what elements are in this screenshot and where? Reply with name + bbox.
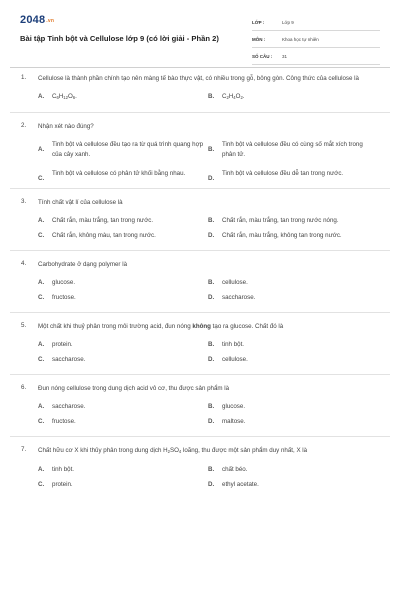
meta-label: SỐ CÂU : — [252, 53, 273, 59]
option-letter: B. — [208, 341, 215, 348]
option-a[interactable] — [38, 278, 208, 288]
option-letter: A. — [38, 466, 45, 473]
option-a[interactable] — [38, 216, 208, 226]
option-letter: D. — [208, 175, 215, 182]
option-c[interactable] — [38, 231, 208, 241]
option-text: saccharose. — [52, 403, 86, 410]
option-d[interactable] — [208, 480, 378, 490]
option-d[interactable] — [208, 293, 378, 303]
option-text: cellulose. — [222, 356, 248, 363]
option-text: glucose. — [52, 279, 76, 286]
option-letter: C. — [38, 481, 45, 488]
option-letter: A. — [38, 93, 45, 100]
option-letter: B. — [208, 146, 215, 153]
question-divider — [10, 112, 390, 113]
question-text: Carbohydrate ở dạng polymer là — [38, 261, 128, 268]
question-divider — [10, 188, 390, 189]
question-number: 3. — [21, 198, 27, 205]
option-d[interactable] — [208, 355, 378, 365]
site-logo[interactable] — [20, 14, 54, 26]
option-c[interactable] — [38, 169, 208, 182]
option-b[interactable] — [208, 278, 378, 288]
option-text: Tinh bột và cellulose đều có cùng số mắt xích trong phân tử. — [222, 141, 363, 158]
option-text: fructose. — [52, 418, 76, 425]
option-letter: B. — [208, 279, 215, 286]
question-text: Tính chất vật lí của cellulose là — [38, 199, 123, 206]
option-letter: A. — [38, 341, 45, 348]
question-2 — [0, 122, 400, 182]
option-letter: D. — [208, 232, 215, 239]
option-letter: A. — [38, 279, 45, 286]
question-divider — [10, 250, 390, 251]
meta-value: Khoa học tự nhiên — [282, 36, 319, 42]
option-b[interactable] — [208, 92, 378, 103]
meta-row-count — [252, 48, 380, 65]
option-text: saccharose. — [52, 356, 86, 363]
meta-row-subject — [252, 31, 380, 48]
option-b[interactable] — [208, 340, 378, 350]
option-text: Chất rắn, không màu, tan trong nước. — [52, 232, 156, 239]
option-letter: A. — [38, 403, 45, 410]
option-letter: D. — [208, 418, 215, 425]
option-letter: C. — [38, 175, 45, 182]
option-c[interactable] — [38, 480, 208, 490]
option-text: protein. — [52, 481, 73, 488]
option-text: maltose. — [222, 418, 246, 425]
question-number: 2. — [21, 122, 27, 129]
question-4 — [0, 260, 400, 303]
option-a[interactable] — [38, 140, 208, 160]
question-text: Một chất khi thuỷ phân trong môi trường acid, đun nóng không tạo ra glucose. Chất đó là — [38, 323, 284, 330]
option-b[interactable] — [208, 140, 378, 160]
meta-value: Lớp 9 — [282, 19, 294, 25]
option-letter: A. — [38, 217, 45, 224]
option-text: fructose. — [52, 294, 76, 301]
option-a[interactable] — [38, 340, 208, 350]
option-c[interactable] — [38, 355, 208, 365]
meta-label: MÔN : — [252, 36, 266, 42]
question-number: 5. — [21, 322, 27, 329]
option-text: tinh bột. — [52, 466, 75, 473]
question-number: 6. — [21, 384, 27, 391]
option-letter: D. — [208, 294, 215, 301]
option-b[interactable] — [208, 465, 378, 475]
question-list — [0, 74, 400, 490]
option-letter: B. — [208, 217, 215, 224]
option-text: cellulose. — [222, 279, 248, 286]
option-text: Tinh bột và cellulose đều tạo ra từ quá trình quang hợp của cây xanh. — [52, 141, 204, 158]
option-letter: B. — [208, 466, 215, 473]
option-letter: C. — [38, 418, 45, 425]
option-text: Tinh bột và cellulose có phân tử khối bằng nhau. — [52, 170, 186, 177]
option-a[interactable] — [38, 402, 208, 412]
logo-number: 2048 — [20, 14, 46, 26]
question-divider — [10, 374, 390, 375]
option-letter: B. — [208, 403, 215, 410]
option-d[interactable] — [208, 417, 378, 427]
option-text: Chất rắn, màu trắng, không tan trong nước. — [222, 232, 342, 239]
header-divider — [10, 67, 390, 68]
option-letter: A. — [38, 146, 45, 153]
option-letter: D. — [208, 481, 215, 488]
option-letter: D. — [208, 356, 215, 363]
meta-value: 31 — [282, 53, 288, 59]
question-text: Đun nóng cellulose trong dung dịch acid vô cơ, thu được sản phẩm là — [38, 385, 230, 392]
question-number: 7. — [21, 446, 27, 453]
option-letter: C. — [38, 294, 45, 301]
option-text: Chất rắn, màu trắng, tan trong nước nóng. — [222, 217, 339, 224]
option-letter: C. — [38, 356, 45, 363]
option-text: tinh bột. — [222, 341, 245, 348]
question-6 — [0, 384, 400, 427]
option-d[interactable] — [208, 231, 378, 241]
question-5 — [0, 322, 400, 365]
option-text: protein. — [52, 341, 73, 348]
question-3 — [0, 198, 400, 241]
option-text-formula: $C_2H_4O_2$. — [222, 93, 245, 100]
question-number: 4. — [21, 260, 27, 267]
question-text: Chất hữu cơ X khi thủy phân trong dung dịch $H_2SO_4$ loãng, thu được một sản phẩm duy nhất, X là — [38, 447, 308, 454]
question-divider — [10, 436, 390, 437]
option-letter: B. — [208, 93, 215, 100]
question-text: Cellulose là thành phần chính tạo nên màng tế bào thực vật, có nhiều trong gỗ, bông gòn. Công thức của cellulose là — [38, 75, 359, 82]
question-text: Nhận xét nào đúng? — [38, 123, 94, 130]
question-divider — [10, 312, 390, 313]
meta-info — [252, 14, 380, 65]
meta-row-grade — [252, 14, 380, 31]
question-7 — [0, 446, 400, 490]
option-text: Chất rắn, màu trắng, tan trong nước. — [52, 217, 154, 224]
option-text: chất béo. — [222, 466, 248, 473]
option-b[interactable] — [208, 216, 378, 226]
option-c[interactable] — [38, 417, 208, 427]
page-header — [0, 0, 400, 66]
option-b[interactable] — [208, 402, 378, 412]
logo-suffix: .vn — [46, 18, 55, 24]
option-text: glucose. — [222, 403, 246, 410]
option-letter: C. — [38, 232, 45, 239]
option-a[interactable] — [38, 465, 208, 475]
page-title: Bài tập Tinh bột và Cellulose lớp 9 (có lời giải - Phần 2) — [20, 34, 219, 43]
meta-label: LỚP : — [252, 19, 265, 25]
question-1 — [0, 74, 400, 103]
question-number: 1. — [21, 74, 27, 81]
option-text-formula: $C_6H_{12}O_6$. — [52, 93, 77, 100]
option-text: Tinh bột và cellulose đều dễ tan trong nước. — [222, 170, 344, 177]
option-text: saccharose. — [222, 294, 256, 301]
option-d[interactable] — [208, 169, 378, 182]
option-a[interactable] — [38, 92, 208, 103]
option-text: ethyl acetate. — [222, 481, 259, 488]
option-c[interactable] — [38, 293, 208, 303]
